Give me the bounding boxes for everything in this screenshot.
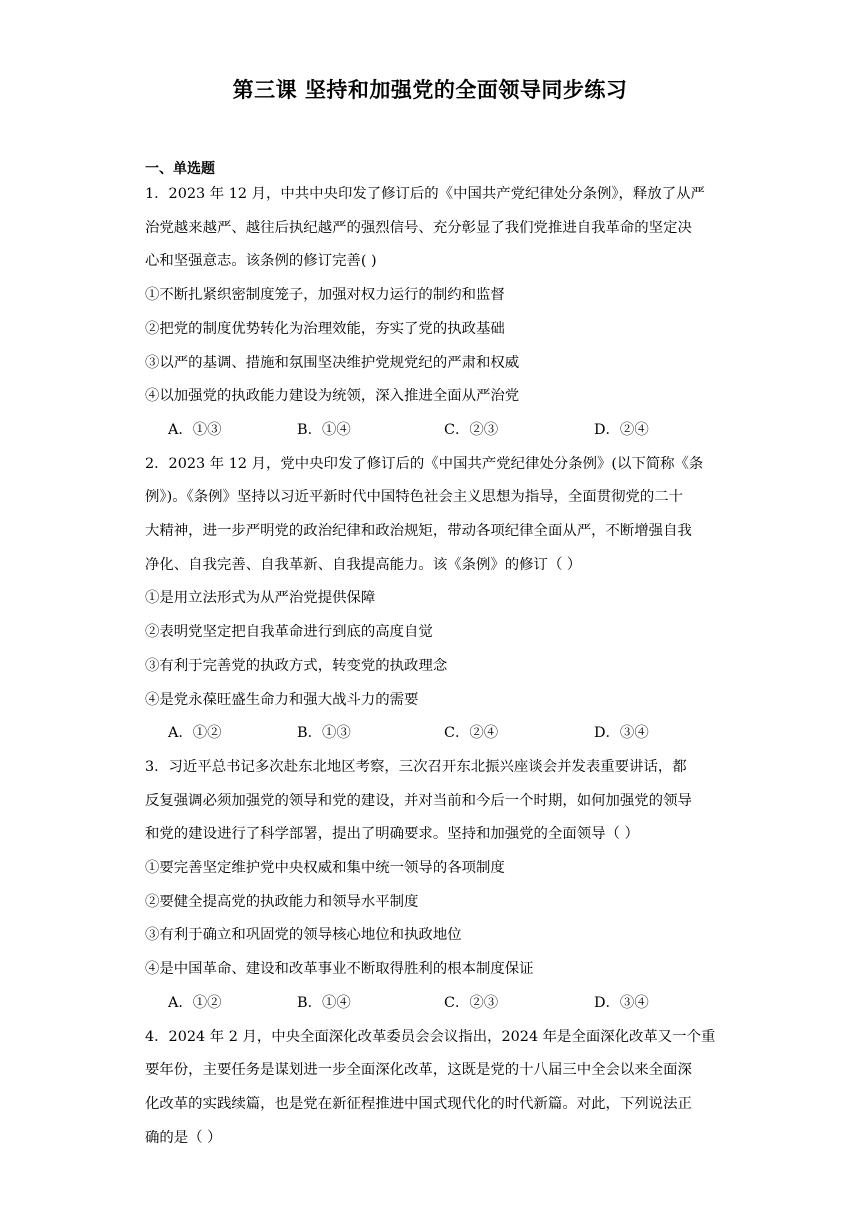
section-heading: 一、单选题 bbox=[145, 161, 215, 177]
question-2-option: C．②④ bbox=[444, 725, 499, 742]
question-2-stem-line: 净化、自我完善、自我革新、自我提高能力。该《条例》的修订（ ） bbox=[145, 556, 582, 573]
question-1-option: D．②④ bbox=[594, 421, 649, 438]
question-3-stem-line: 3．习近平总书记多次赴东北地区考察，三次召开东北振兴座谈会并发表重要讲话，都 bbox=[145, 758, 687, 775]
question-1-option: A．①③ bbox=[168, 421, 222, 438]
question-3-statement: ①要完善坚定维护党中央权威和集中统一领导的各项制度 bbox=[145, 860, 505, 876]
question-3-option: D．③④ bbox=[594, 994, 649, 1011]
question-3-stem-line: 和党的建设进行了科学部署，提出了明确要求。坚持和加强党的全面领导（ ） bbox=[145, 826, 639, 843]
question-4-stem-line: 4．2024 年 2 月，中央全面深化改革委员会会议指出，2024 年是全面深化改革又一个重 bbox=[145, 1028, 716, 1045]
question-1-statement: ①不断扎紧织密制度笼子，加强对权力运行的制约和监督 bbox=[145, 287, 505, 304]
question-1-stem-line: 治党越来越严、越往后执纪越严的强烈信号、充分彰显了我们党推进自我革命的坚定决 bbox=[145, 219, 692, 236]
question-3-stem-line: 反复强调必须加强党的领导和党的建设，并对当前和今后一个时期，如何加强党的领导 bbox=[145, 792, 692, 809]
question-2-option: A．①② bbox=[168, 725, 222, 742]
question-1-statement: ②把党的制度优势转化为治理效能，夯实了党的执政基础 bbox=[145, 320, 505, 337]
question-1-option: B．①④ bbox=[297, 421, 351, 438]
question-2-stem-line: 2．2023 年 12 月，党中央印发了修订后的《中国共产党纪律处分条例》(以下简称《条 bbox=[145, 455, 704, 472]
question-1-stem-line: 1．2023 年 12 月，中共中央印发了修订后的《中国共产党纪律处分条例》，释放了从严 bbox=[145, 186, 705, 202]
question-2-statement: ④是党永葆旺盛生命力和强大战斗力的需要 bbox=[145, 691, 419, 708]
question-1-statement: ③以严的基调、措施和氛围坚决维护党规党纪的严肃和权威 bbox=[145, 354, 520, 371]
question-4-stem-line: 确的是（ ） bbox=[145, 1129, 222, 1146]
question-2-stem-line: 大精神，进一步严明党的政治纪律和政治规矩，带动各项纪律全面从严，不断增强自我 bbox=[145, 523, 692, 539]
question-1-statement: ④以加强党的执政能力建设为统领，深入推进全面从严治党 bbox=[145, 388, 520, 405]
question-4-stem-line: 要年份，主要任务是谋划进一步全面深化改革，这既是党的十八届三中全会以来全面深 bbox=[145, 1062, 692, 1079]
question-3-option: B．①④ bbox=[297, 994, 351, 1011]
question-3-option: C．②③ bbox=[444, 994, 499, 1011]
question-4-stem-line: 化改革的实践续篇，也是党在新征程推进中国式现代化的时代新篇。对此，下列说法正 bbox=[145, 1095, 692, 1112]
question-2-stem-line: 例》)。《条例》坚持以习近平新时代中国特色社会主义思想为指导，全面贯彻党的二十 bbox=[145, 489, 684, 506]
question-2-statement: ②表明党坚定把自我革命进行到底的高度自觉 bbox=[145, 624, 433, 641]
question-3-statement: ③有利于确立和巩固党的领导核心地位和执政地位 bbox=[145, 927, 462, 944]
question-2-option: B．①③ bbox=[297, 725, 351, 742]
question-3-statement: ②要健全提高党的执政能力和领导水平制度 bbox=[145, 893, 419, 910]
question-2-option: D．③④ bbox=[594, 725, 649, 742]
question-1-stem-line: 心和坚强意志。该条例的修订完善( ) bbox=[145, 253, 377, 270]
question-2-statement: ①是用立法形式为从严治党提供保障 bbox=[145, 590, 376, 607]
question-2-statement: ③有利于完善党的执政方式，转变党的执政理念 bbox=[145, 657, 448, 674]
question-3-statement: ④是中国革命、建设和改革事业不断取得胜利的根本制度保证 bbox=[145, 961, 534, 978]
page-title: 第三课 坚持和加强党的全面领导同步练习 bbox=[232, 78, 628, 102]
question-1-option: C．②③ bbox=[444, 421, 499, 438]
question-3-option: A．①② bbox=[168, 994, 222, 1011]
